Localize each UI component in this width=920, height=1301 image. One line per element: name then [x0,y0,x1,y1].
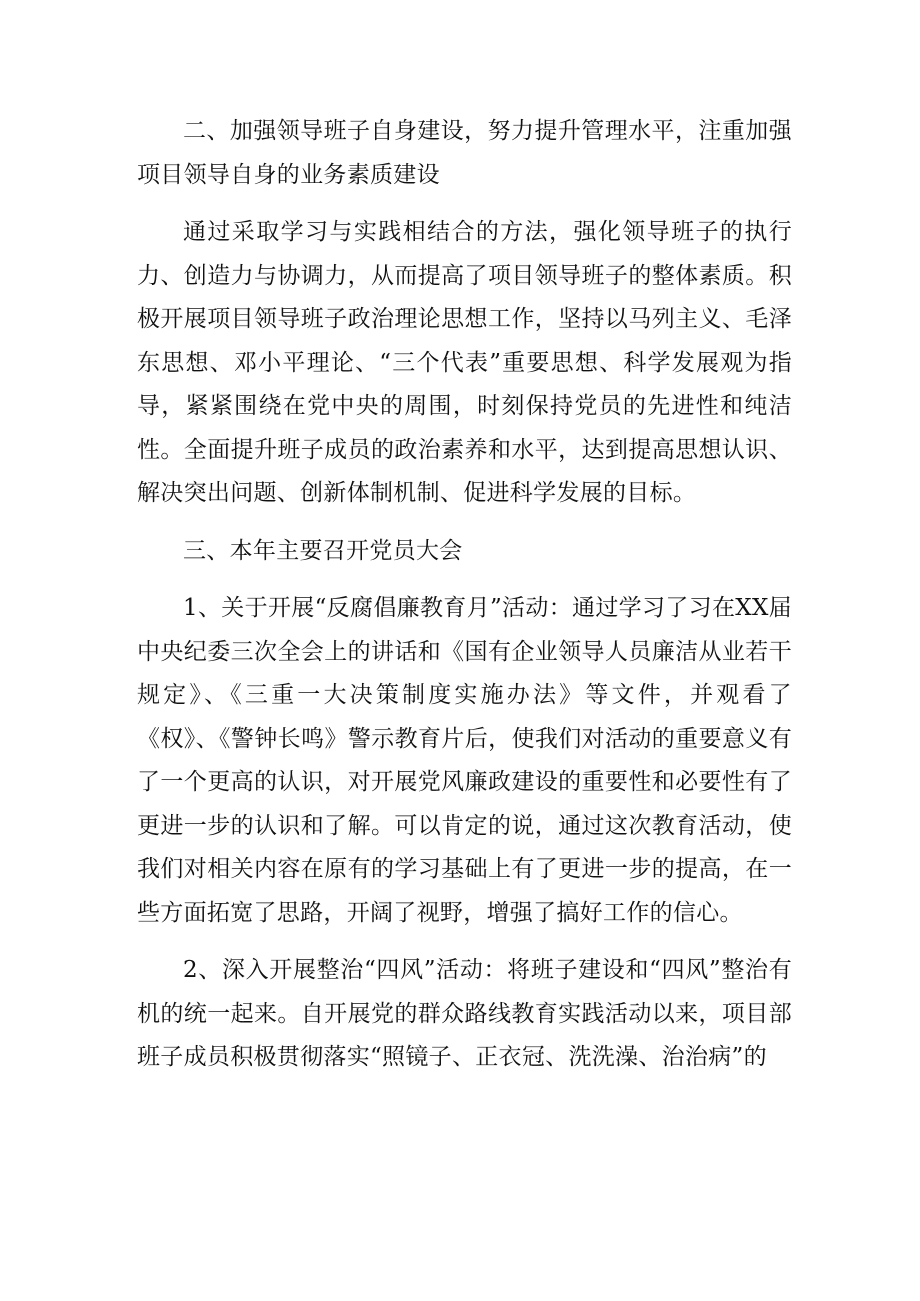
paragraph-four-winds: 2、深入开展整治“四风”活动：将班子建设和“四风”整治有机的统一起来。自开展党的群众路线教育实践活动以来，项目部班子成员积极贯彻落实“照镜子、正衣冠、洗洗澡、治治病”的 [137,957,792,1070]
document-body [137,110,792,1094]
section-heading-2: 二、加强领导班子自身建设，努力提升管理水平，注重加强项目领导自身的业务素质建设 [137,118,792,188]
paragraph-leadership-building: 通过采取学习与实践相结合的方法，强化领导班子的执行力、创造力与协调力，从而提高了项目领导班子的整体素质。积极开展项目领导班子政治理论思想工作，坚持以马列主义、毛泽东思想、邓小平理论、“三个代表”重要思想、科学发展观为指导，紧紧围绕在党中央的周围，时刻保持党员的先进性和纯洁性。全面提升班子成员的政治素养和水平，达到提高思想认识、解决突出问题、创新体制机制、促进科学发展的目标。 [137,219,792,506]
section-heading-3: 三、本年主要召开党员大会 [183,537,463,564]
paragraph-anticorruption-month: 1、关于开展“反腐倡廉教育月”活动：通过学习了习在XX届中央纪委三次全会上的讲话和《国有企业领导人员廉洁从业若干规定》、《三重一大决策制度实施办法》等文件，并观看了《权》、《警钟长鸣》警示教育片后，使我们对活动的重要意义有了一个更高的认识，对开展党风廉政建设的重要性和必要性有了更进一步的认识和了解。可以肯定的说，通过这次教育活动，使我们对相关内容在原有的学习基础上有了更进一步的提高，在一些方面拓宽了思路，开阔了视野，增强了搞好工作的信心。 [137,595,792,926]
